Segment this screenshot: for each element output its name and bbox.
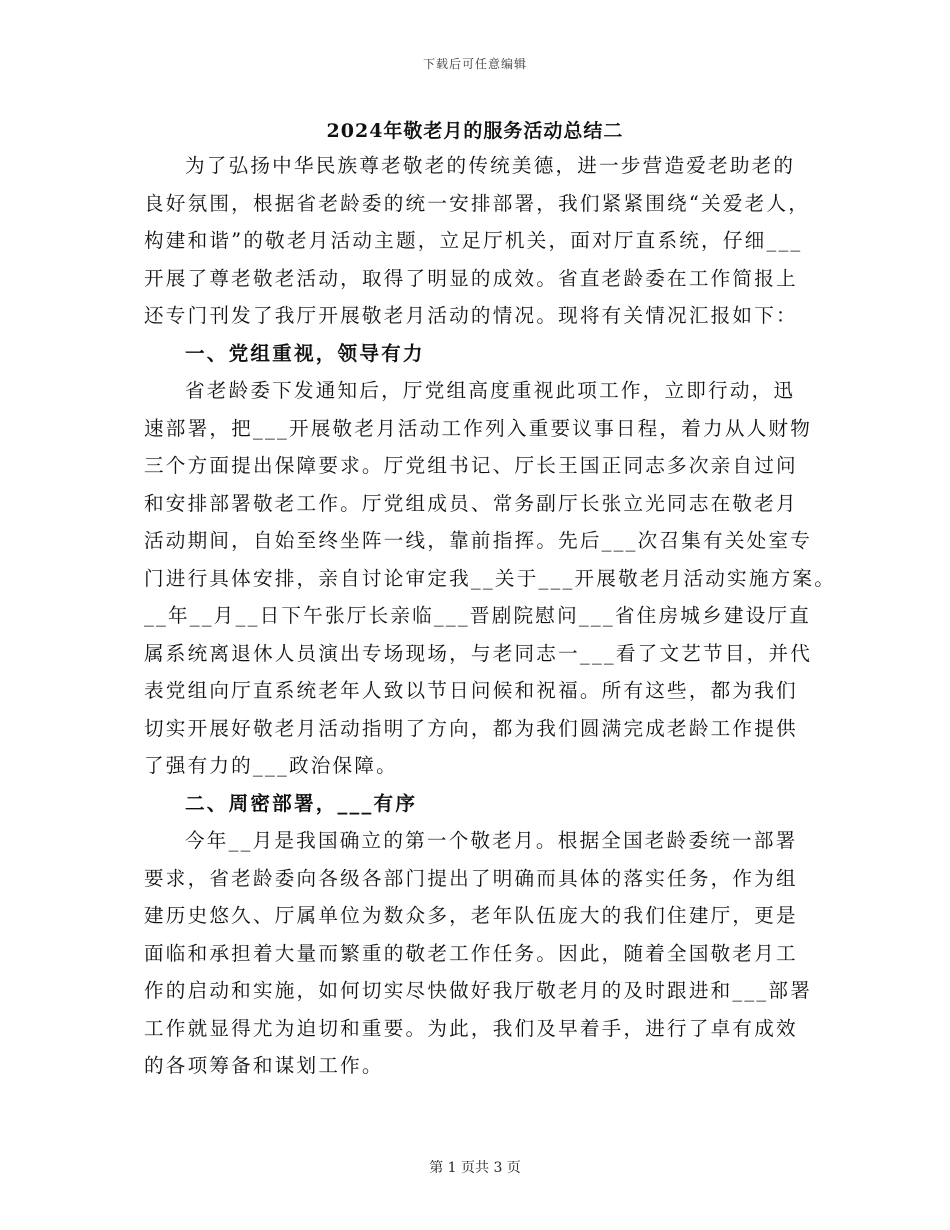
text-line: 作的启动和实施，如何切实尽快做好我厅敬老月的及时跟进和___部署 [144, 979, 813, 1002]
document-body [144, 147, 837, 1085]
text-line: 切实开展好敬老月活动指明了方向，都为我们圆满完成老龄工作提供 [144, 716, 798, 740]
page-number: 第 1 页共 3 页 [429, 1160, 521, 1176]
text-line: 开展了尊老敬老活动，取得了明显的成效。省直老龄委在工作简报上 [144, 266, 798, 290]
text-line: 良好氛围，根据省老龄委的统一安排部署，我们紧紧围绕“关爱老人， [144, 191, 811, 215]
section-heading: 一、党组重视，领导有力 [185, 341, 425, 365]
text-line: 活动期间，自始至终坐阵一线，靠前指挥。先后___次召集有关处室专 [144, 529, 813, 552]
document-title: 2024年敬老月的服务活动总结二 [326, 120, 624, 142]
text-line: 和安排部署敬老工作。厅党组成员、常务副厅长张立光同志在敬老月 [144, 491, 798, 515]
text-line: 面临和承担着大量而繁重的敬老工作任务。因此，随着全国敬老月工 [144, 941, 798, 965]
text-line: __年__月__日下午张厅长亲临___晋剧院慰问___省住房城乡建设厅直 [144, 604, 812, 627]
text-line: 速部署，把___开展敬老月活动工作列入重要议事日程，着力从人财物 [144, 416, 813, 440]
text-line: 工作就显得尤为迫切和重要。为此，我们及早着手，进行了卓有成效 [144, 1016, 798, 1040]
text-line: 构建和谐”的敬老月活动主题，立足厅机关，面对厅直系统，仔细___ [144, 229, 803, 252]
text-line: 建历史悠久、厅属单位为数众多，老年队伍庞大的我们住建厅，更是 [144, 904, 798, 927]
text-line: 为了弘扬中华民族尊老敬老的传统美德，进一步营造爱老助老的 [185, 154, 796, 177]
text-line: 的各项筹备和谋划工作。 [144, 1054, 384, 1077]
text-line: 门进行具体安排，亲自讨论审定我__关于___开展敬老月活动实施方案。 [144, 566, 837, 590]
header-note: 下载后可任意编辑 [422, 57, 527, 71]
text-line: 还专门刊发了我厅开展敬老月活动的情况。现将有关情况汇报如下： [144, 304, 798, 327]
text-line: 要求，省老龄委向各级各部门提出了明确而具体的落实任务，作为组 [144, 866, 798, 890]
text-line: 三个方面提出保障要求。厅党组书记、厅长王国正同志多次亲自过问 [144, 454, 798, 477]
text-line: 了强有力的___政治保障。 [144, 754, 398, 777]
text-line: 表党组向厅直系统老年人致以节日问候和祝福。所有这些，都为我们 [144, 679, 798, 702]
text-line: 属系统离退休人员演出专场现场，与老同志一___看了文艺节目，并代 [144, 641, 813, 665]
section-heading: 二、周密部署，___有序 [185, 791, 418, 815]
text-line: 省老龄委下发通知后，厅党组高度重视此项工作，立即行动，迅 [185, 379, 796, 402]
text-line: 今年__月是我国确立的第一个敬老月。根据全国老龄委统一部署 [185, 829, 798, 852]
